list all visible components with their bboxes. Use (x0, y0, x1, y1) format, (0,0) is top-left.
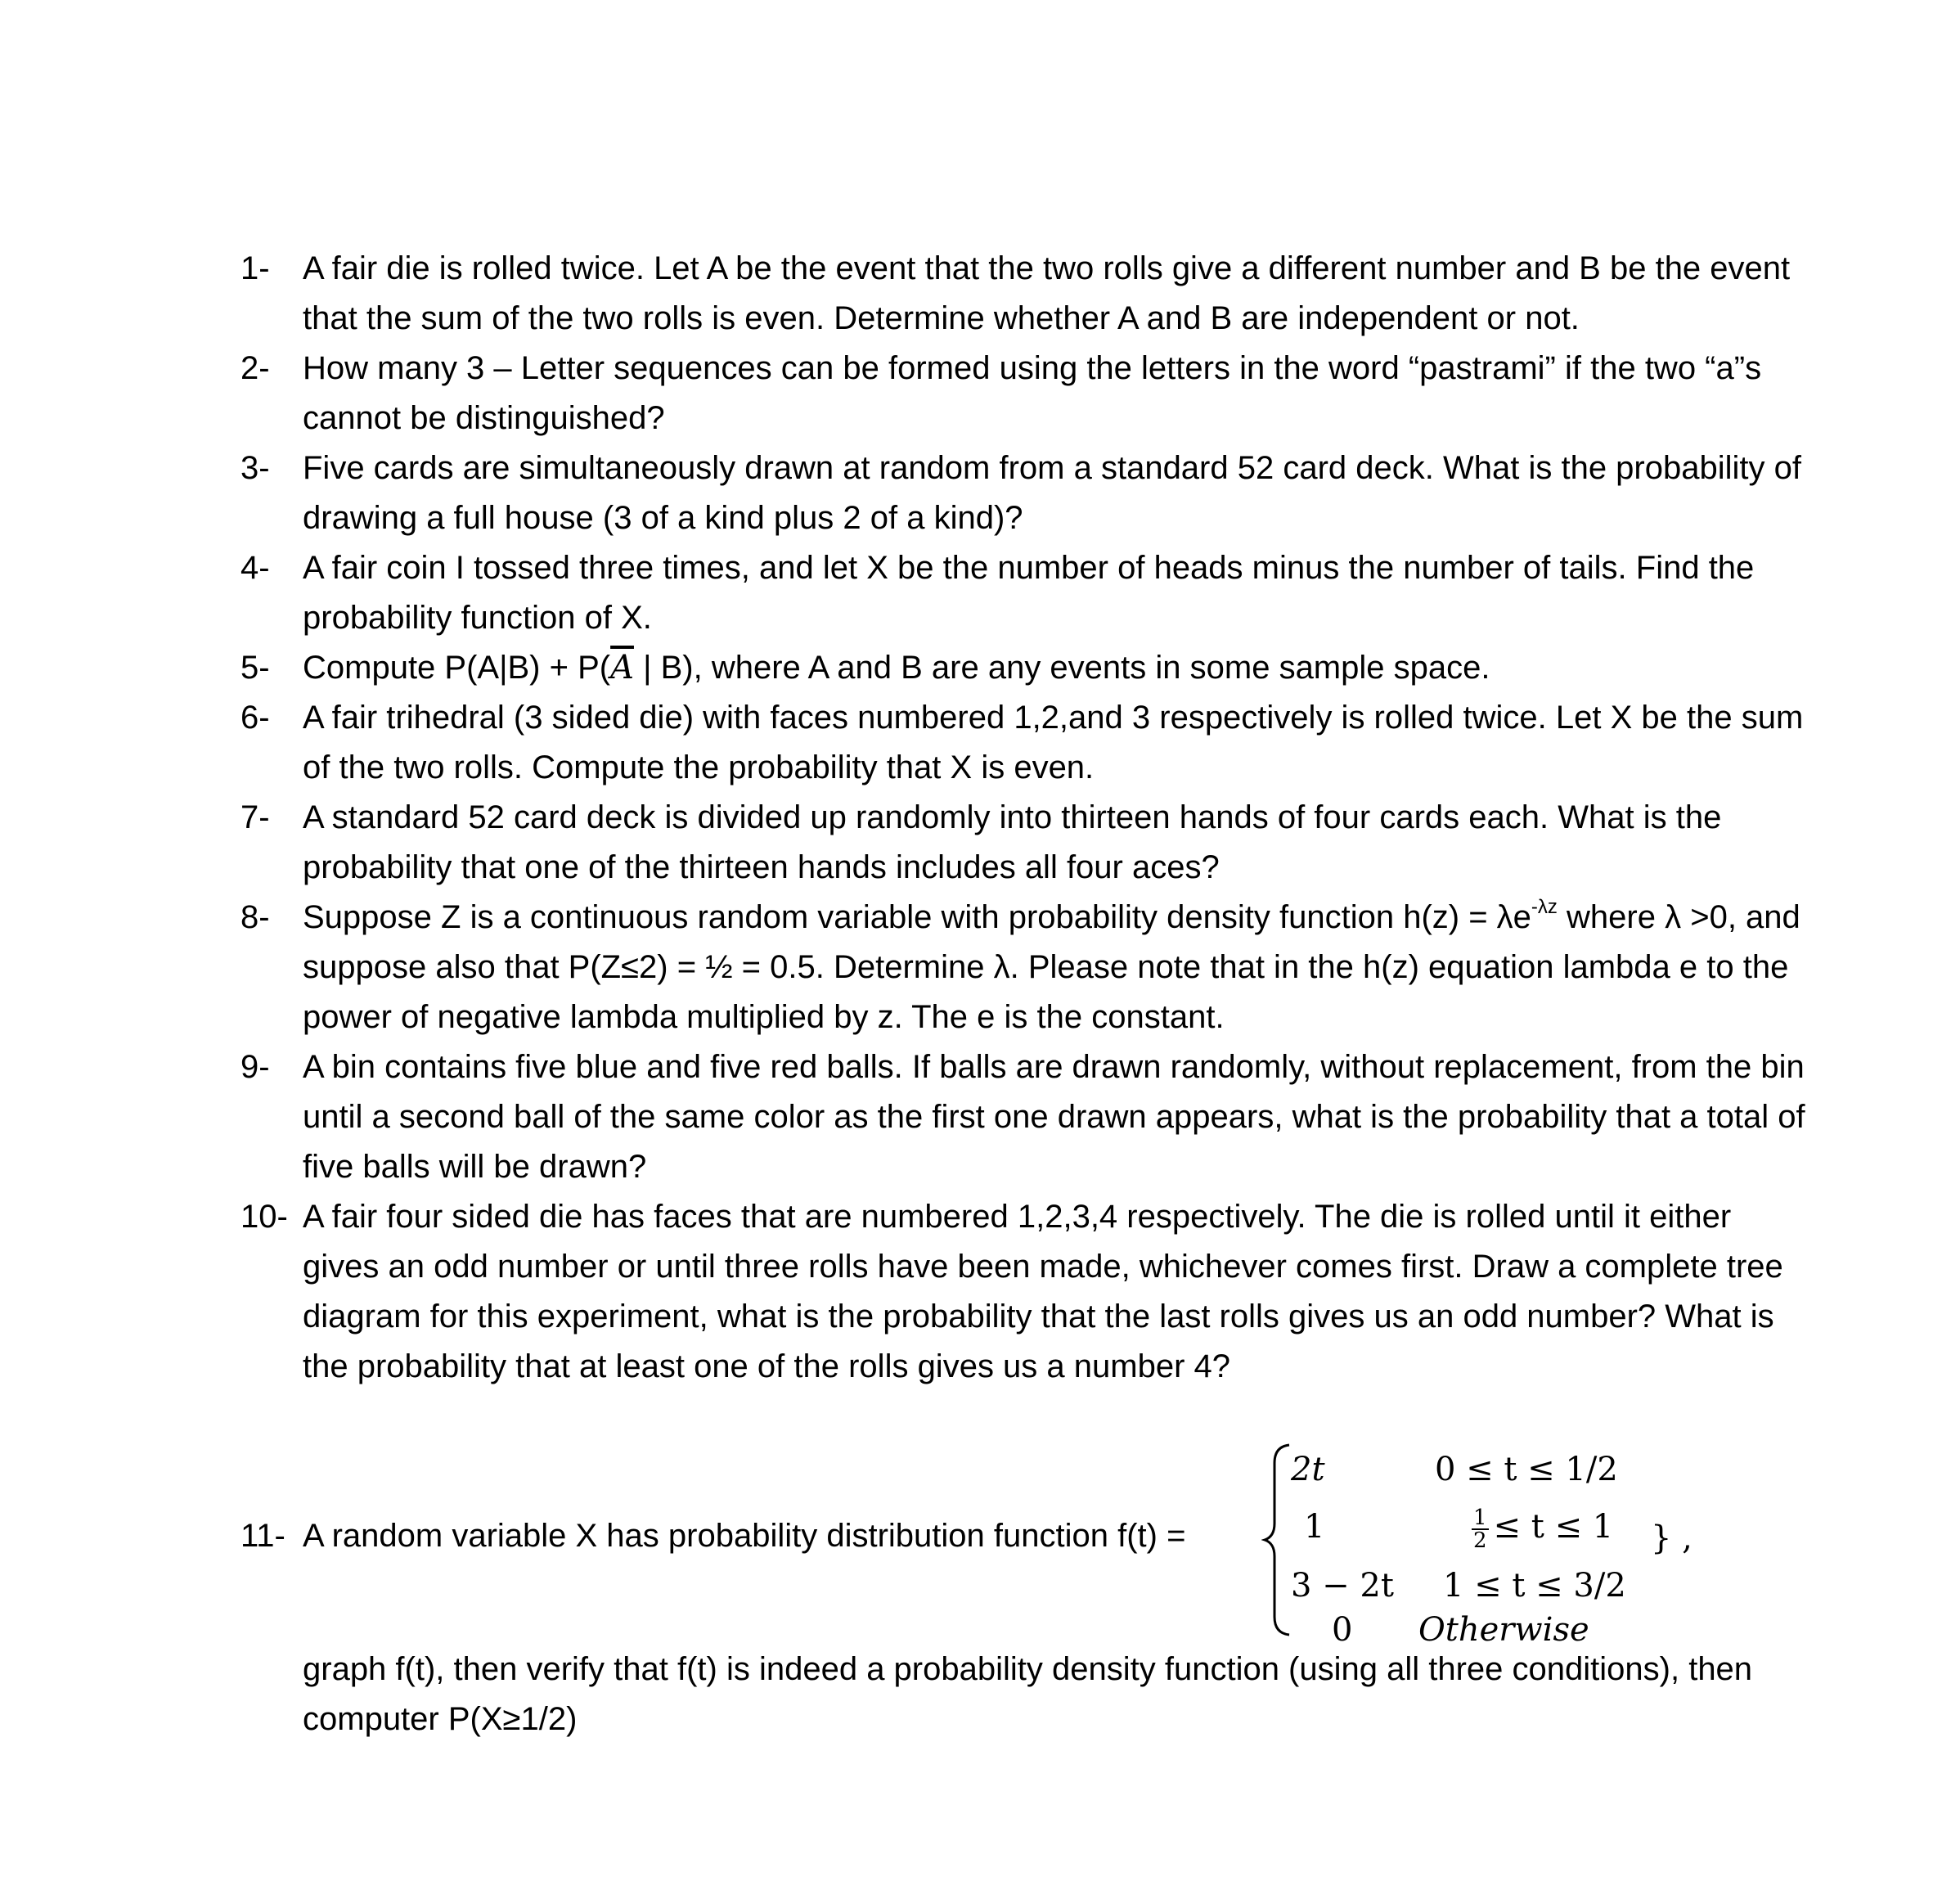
question-text: A fair four sided die has faces that are numbered 1,2,3,4 respectively. The die is rolled until it either gives an odd number or until three rolls have been made, whichever comes first. Draw a complete tree diagram for this experiment, what is the probability that the last rolls gives us an odd number? What is the probability that at least one of the rolls gives us a number 4? (303, 1199, 1783, 1384)
case-condition: Otherwise (1418, 1611, 1589, 1649)
one-half-fraction: $\frac{1}{2}$ (1473, 1506, 1487, 1553)
question-number: 2- (241, 350, 270, 386)
case-value: 1 (1304, 1508, 1325, 1546)
question-text: A fair coin I tossed three times, and let X be the number of heads minus the number of tails. Find the probability function of X. (303, 550, 1755, 636)
question-text: How many 3 – Letter sequences can be formed using the letters in the word “pastrami” if the two “a”s cannot be distinguished? (303, 350, 1762, 436)
question-text: A bin contains five blue and five red balls. If balls are drawn randomly, without replacement, from the bin until a second ball of the same color as the first one drawn appears, what is the probability that a total of five balls will be drawn? (303, 1049, 1805, 1185)
question-text (303, 643, 1811, 693)
case-value: 0 (1332, 1611, 1353, 1649)
question-number: 8- (241, 899, 270, 935)
question-number: 11- (241, 1518, 285, 1554)
case-condition: 1 ≤ t ≤ 3/2 (1443, 1567, 1626, 1605)
question-number: 5- (241, 650, 270, 686)
question-text: A fair trihedral (3 sided die) with faces numbered 1,2,and 3 respectively is rolled twice. Let X be the sum of the two rolls. Compute the probability that X is even. (303, 700, 1804, 785)
question-list (241, 244, 1811, 1392)
question-5 (241, 643, 1811, 693)
question-9 (241, 1042, 1811, 1192)
a-complement-symbol: $\overline{A}$ (610, 649, 634, 686)
question-number: 3- (241, 450, 270, 486)
question-number: 6- (241, 700, 270, 736)
question-11 (241, 1442, 1811, 1649)
question-number: 1- (241, 250, 270, 286)
question-number: 7- (241, 799, 270, 835)
question-text-post: | B), where A and B are any events in some sample space. (633, 650, 1490, 686)
question-number: 9- (241, 1049, 270, 1085)
question-11-continuation: graph f(t), then verify that f(t) is indeed a probability density function (using all three conditions), then computer P(X≥1/2) (303, 1651, 1753, 1737)
question-text (303, 893, 1811, 1042)
question-4 (241, 543, 1811, 643)
question-number: 4- (241, 550, 270, 586)
question-3 (241, 443, 1811, 543)
closing-brace: } , (1651, 1519, 1693, 1557)
question-text: A standard 52 card deck is divided up randomly into thirteen hands of four cards each. What is the probability that one of the thirteen hands includes all four aces? (303, 799, 1722, 885)
question-text: A random variable X has probability distribution function f(t) = (303, 1518, 1186, 1554)
question-number: 10- (241, 1199, 288, 1235)
question-6 (241, 693, 1811, 793)
question-10 (241, 1192, 1811, 1392)
case-value: 2t (1291, 1451, 1325, 1488)
question-7 (241, 793, 1811, 893)
question-text-pre: Suppose Z is a continuous random variable with probability density function h(z) = λe (303, 899, 1531, 935)
question-text-post: where λ >0, and suppose also that P(Z≤2) = ½ = 0.5. Determine λ. Please note that in the h(z) equation lambda e to the power of negative lambda multiplied by z. The e is the constant. (303, 899, 1800, 1035)
case-condition-with-fraction: $\frac{1}{2}$ ≤ t ≤ 1 (1473, 1506, 1614, 1553)
question-2 (241, 344, 1811, 443)
exponent: -λz (1531, 896, 1558, 918)
question-text: Five cards are simultaneously drawn at random from a standard 52 card deck. What is the probability of drawing a full house (3 of a kind plus 2 of a kind)? (303, 450, 1801, 536)
case-value: 3 − 2t (1291, 1567, 1394, 1605)
case-condition: 0 ≤ t ≤ 1/2 (1435, 1451, 1618, 1488)
question-text: A fair die is rolled twice. Let A be the event that the two rolls give a different number and B be the event that the sum of the two rolls is even. Determine whether A and B are independent or not. (303, 250, 1791, 336)
question-1 (241, 244, 1811, 344)
question-text-pre: Compute P(A|B) + P( (303, 650, 611, 686)
left-brace-icon (1261, 1442, 1294, 1638)
question-8 (241, 893, 1811, 1042)
